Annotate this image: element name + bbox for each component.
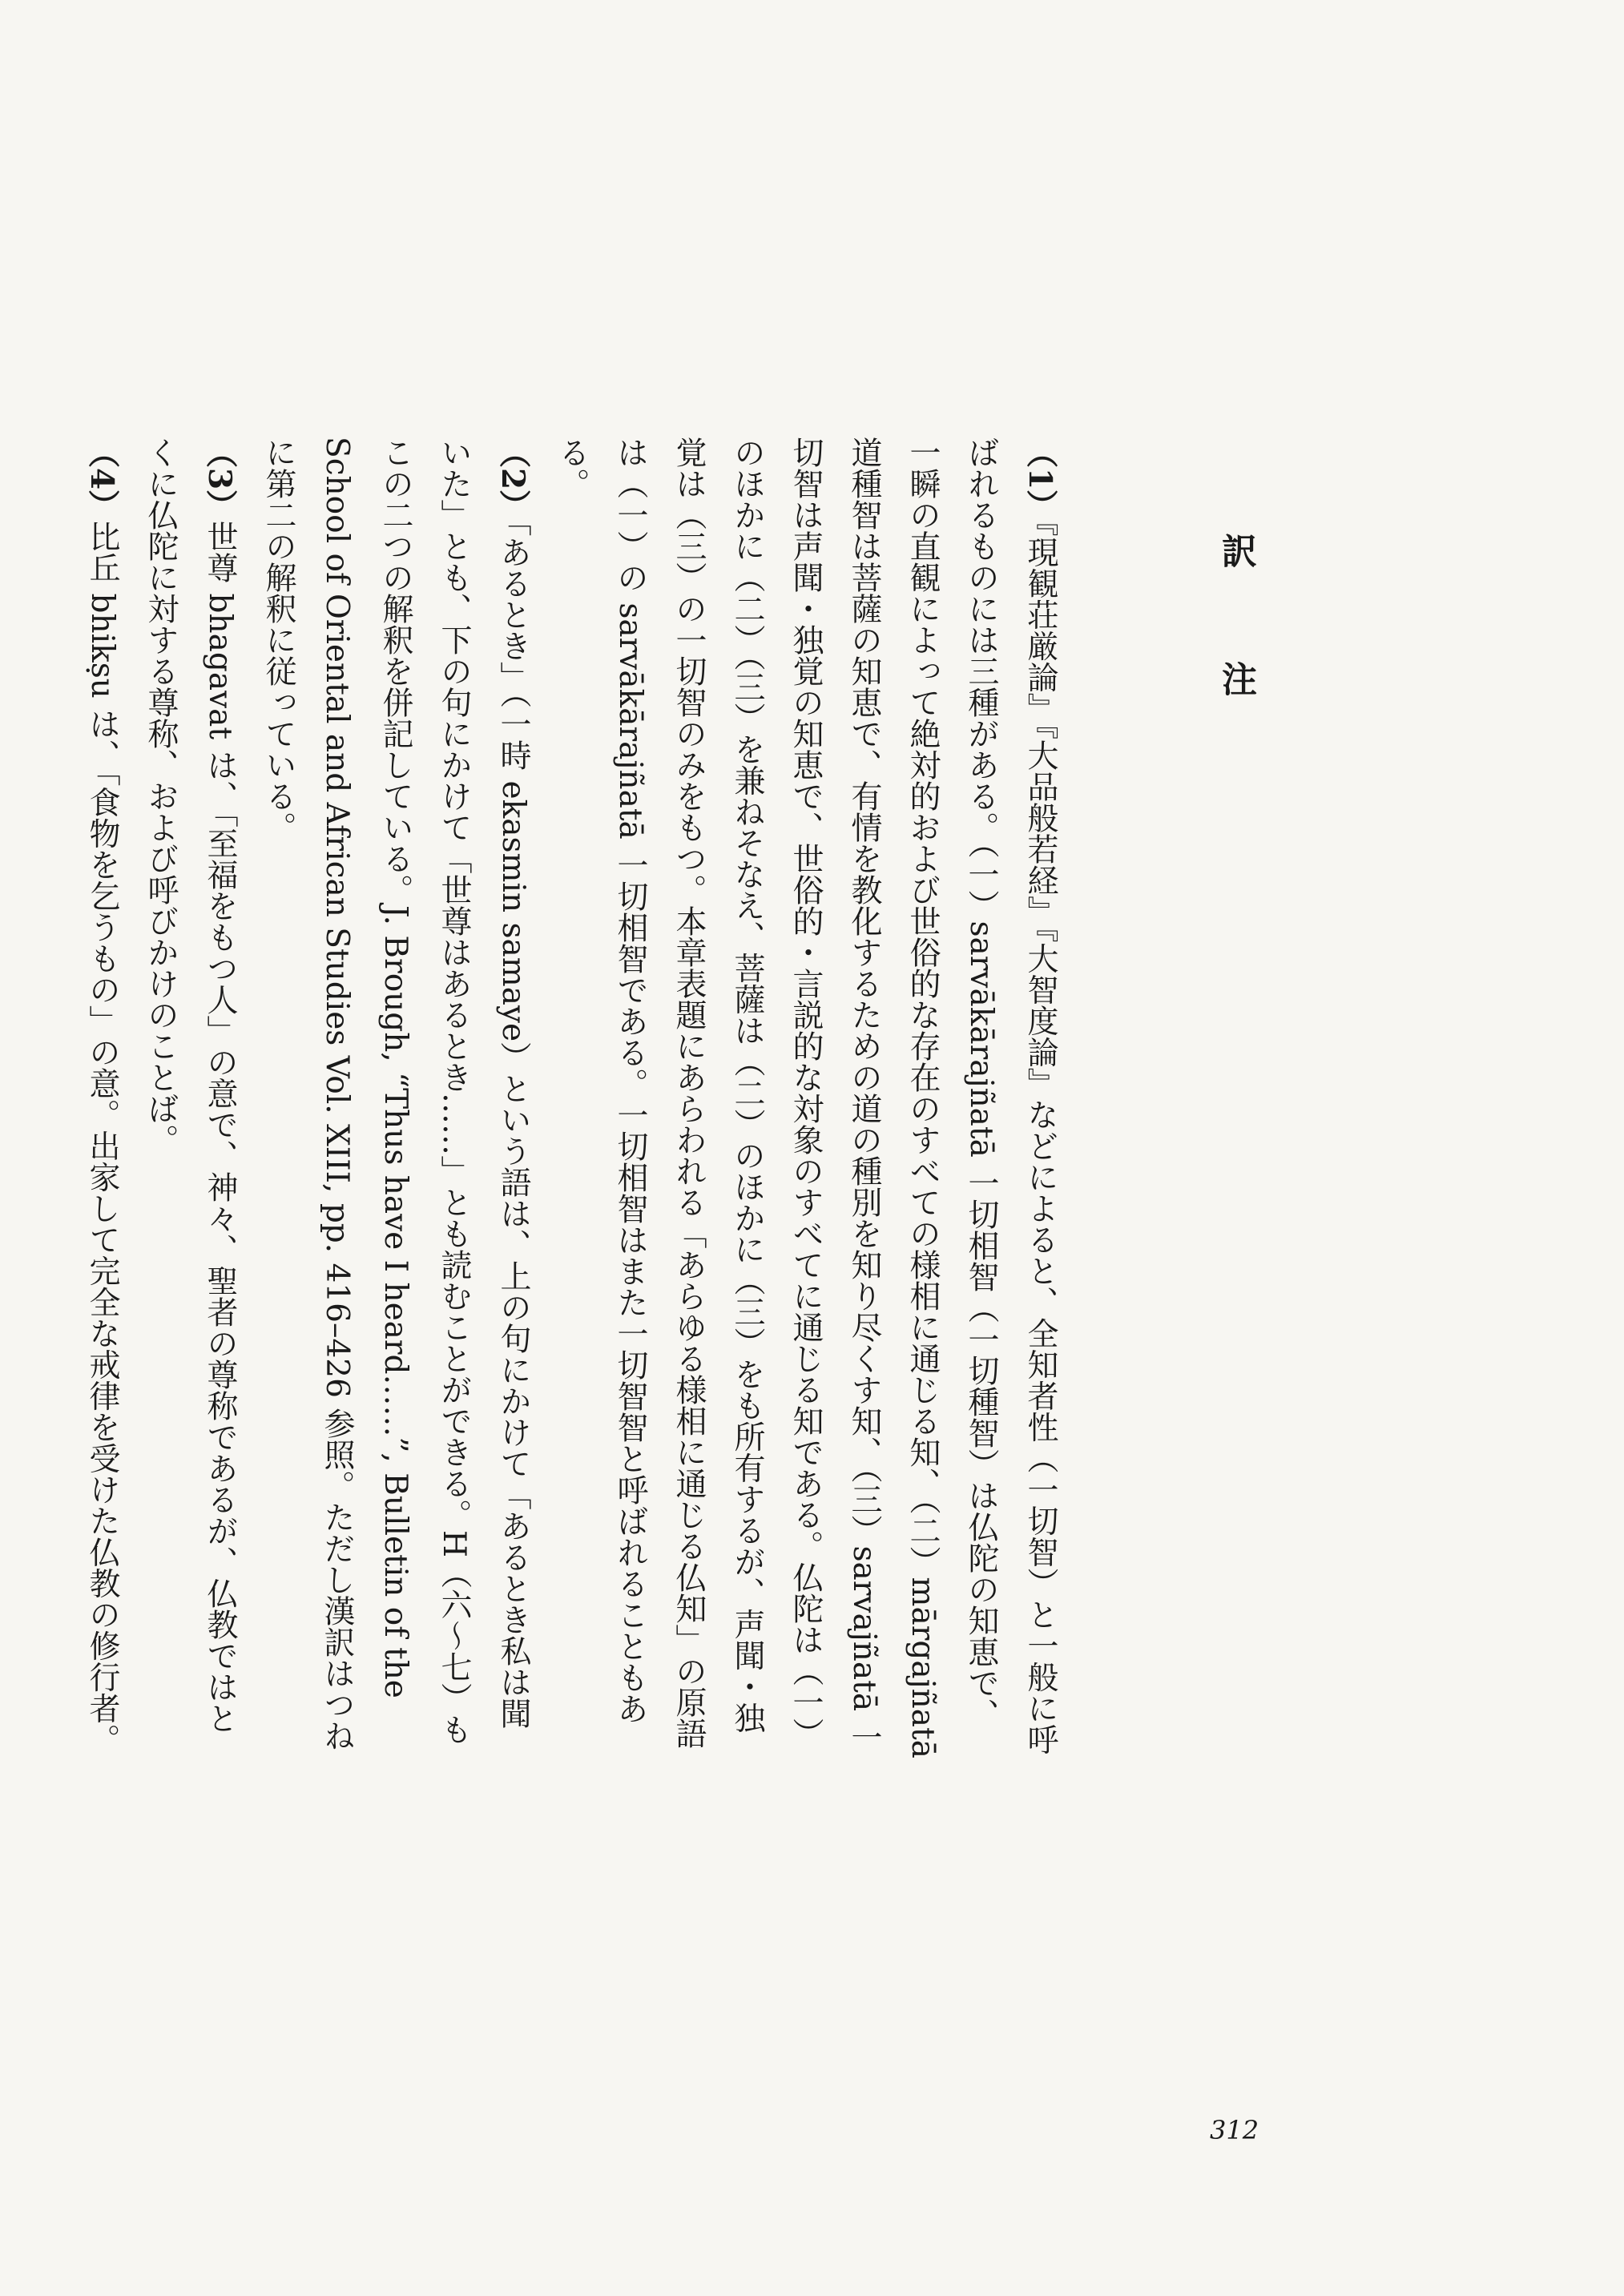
note-1 xyxy=(542,437,1070,1758)
note-text: 『現観荘厳論』『大品般若経』『大智度論』などによると、全知者性（一切智）と一般に呼ばれるものには三種がある。（一）sarvākārajñatā 一切相智（一切種智）は仏陀の知恵で、一瞬の直観によって絶対的および世俗的な存在のすべての様相に通じる知、（二）mārgajñatā 道種智は菩薩の知恵で、有情を教化するための道の種別を知り尽くす知、（三）sarvajñatā 一切智は声聞・独覚の知恵で、世俗的・言説的な対象のすべてに通じる知である。仏陀は（一）のほかに（二）（三）を兼ねそなえ、菩薩は（二）のほかに（三）をも所有するが、声聞・独覚は（三）の一切智のみをもつ。本章表題にあらわれる「あらゆる様相に通じる仏知」の原語は（一）の sarvākārajñatā 一切相智である。一切相智はまた一切智智と呼ばれることもある。 xyxy=(554,437,1058,1758)
note-2 xyxy=(249,437,542,1758)
section-heading: 訳 注 xyxy=(1215,533,1256,725)
note-text: 「あるとき」（一時 ekasmin samaye）という語は、上の句にかけて「あるとき私は聞いた」とも、下の句にかけて「世尊はあるとき……」とも読むことができる。H（六〜七）もこの二つの解釈を併記している。J. Brough, “Thus have I heard……”, Bulletin of the School of Oriental and African Studies Vol. XIII, pp. 416–426 参照。ただし漢訳はつねに第二の解釈に従っている。 xyxy=(260,437,531,1752)
note-number: （3） xyxy=(201,437,238,522)
note-3 xyxy=(131,437,249,1758)
note-4 xyxy=(72,437,131,1758)
note-number: （2） xyxy=(494,437,531,522)
note-number: （1） xyxy=(1022,437,1058,522)
page-number: 312 xyxy=(1210,2115,1259,2145)
note-text: 世尊 bhagavat は、「至福をもつ人」の意で、神々、聖者の尊称であるが、仏教ではとくに仏陀に対する尊称、および呼びかけのことば。 xyxy=(143,437,238,1734)
notes-block xyxy=(72,437,1070,1758)
note-text: 比丘 bhikṣu は、「食物を乞うもの」の意。出家して完全な戒律を受けた仏教の修行者。 xyxy=(84,521,120,1755)
note-number: （4） xyxy=(83,437,120,522)
